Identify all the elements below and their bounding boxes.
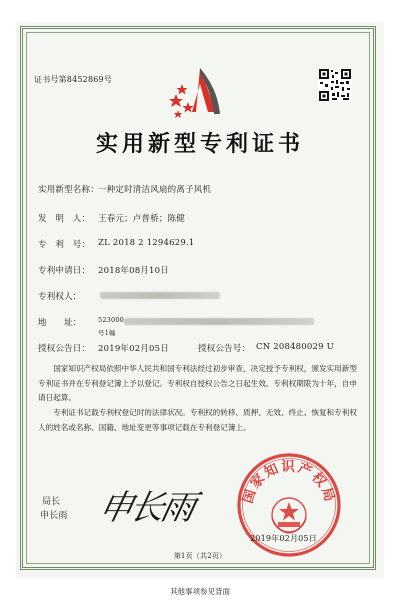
address-prefix: 523000 [98, 316, 125, 324]
footer-note: 其他事项参见背面 [170, 587, 230, 596]
logo-star [169, 94, 183, 107]
patent-office-logo [170, 64, 230, 118]
qr-code [318, 68, 352, 102]
seal-date: 2019年02月05日 [250, 534, 317, 543]
name-value: 一种定时清洁风扇的离子风机 [98, 185, 212, 195]
address-label: 地 址： [38, 318, 82, 328]
paragraph-legal-status: 专利证书记载专利权登记时的法律状况。专利权的转移、质押、无效、终止、恢复和专利权人的姓名或名称、国籍、地址变更等事项记载在专利登记簿上。 [38, 408, 357, 432]
grant-date-value: 2019年02月05日 [98, 344, 169, 354]
certificate-number: 证书号第8452869号 [34, 75, 113, 84]
seal-text: 国家知识产权局 [239, 459, 339, 506]
grant-number-label: 授权公告号： [198, 344, 251, 354]
inventor-value: 王春元；卢普桥；陈健 [98, 214, 186, 224]
director-title: 局长 [42, 497, 61, 507]
logo-star [177, 84, 188, 95]
logo-star [174, 110, 182, 118]
logo-star [183, 102, 194, 113]
filing-date-label: 专利申请日： [38, 266, 91, 276]
grant-number-value: CN 208480029 U [256, 342, 334, 352]
name-label: 实用新型名称： [38, 185, 99, 195]
director-name: 申长雨 [40, 511, 68, 521]
paragraph-grant: 国家知识产权局依照中华人民共和国专利法经过初步审查，决定授予专利权，颁发实用新型专利证书并在专利登记簿上予以登记。专利权自授权公告之日起生效。专利权期限为十年，自申请日起算。 [38, 364, 357, 402]
owner-label: 专利权人： [38, 292, 82, 302]
page-indicator: 第1页（共2页） [173, 552, 227, 560]
owner-value-redacted [100, 292, 220, 299]
director-signature: 申长雨 [95, 488, 197, 528]
address-value-redacted [124, 318, 314, 325]
inventor-label: 发 明 人： [38, 214, 91, 224]
grant-date-label: 授权公告日： [38, 344, 91, 354]
certificate-title: 实用新型专利证书 [95, 131, 304, 157]
address-suffix: 号1幢 [98, 329, 116, 337]
patent-number-value: ZL 2018 2 1294629.1 [98, 238, 195, 248]
filing-date-value: 2018年08月10日 [98, 266, 169, 276]
patent-number-label: 专 利 号： [38, 240, 91, 250]
